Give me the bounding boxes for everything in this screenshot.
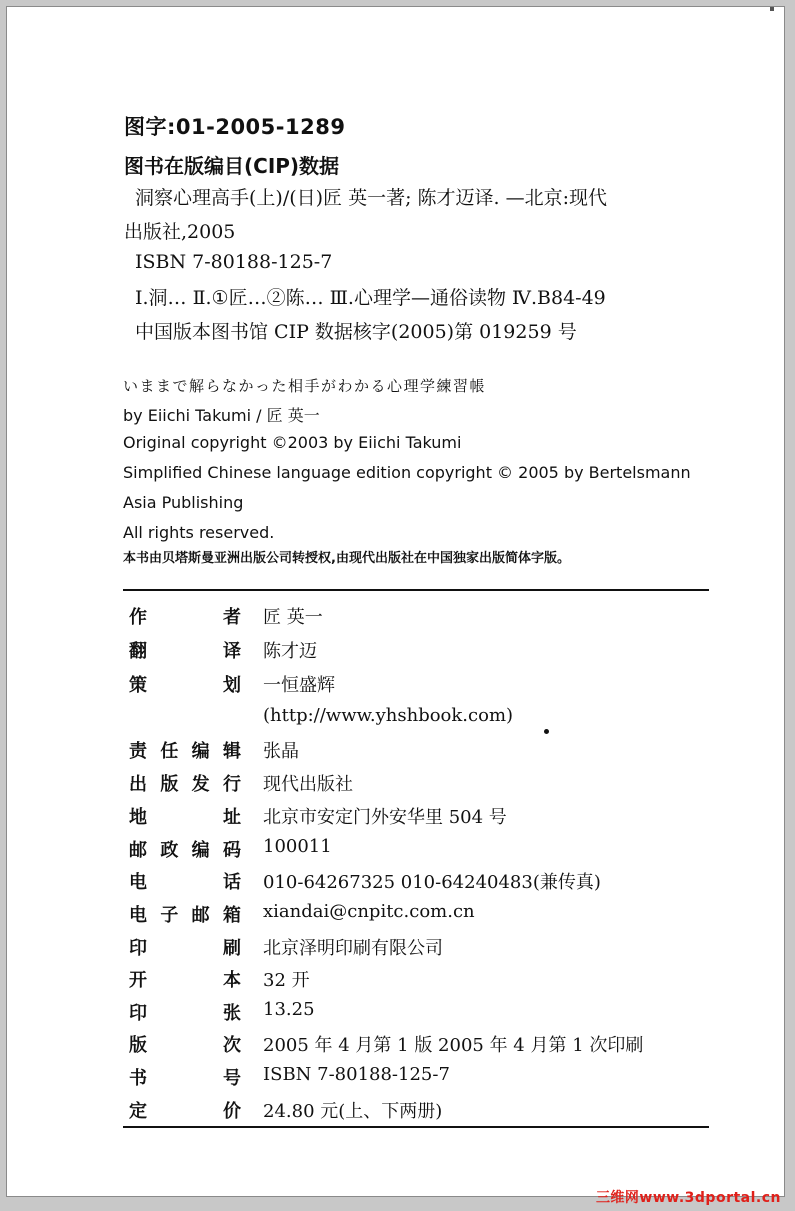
info-label: 出版发行	[129, 774, 241, 795]
info-label: 地址	[129, 807, 241, 828]
info-label: 开本	[129, 970, 241, 991]
stray-dot	[544, 729, 549, 734]
info-value: 北京市安定门外安华里 504 号	[263, 807, 507, 828]
info-value: 24.80 元(上、下两册)	[263, 1101, 443, 1122]
license-statement: 本书由贝塔斯曼亚洲出版公司转授权,由现代出版社在中国独家出版简体字版。	[123, 551, 570, 566]
cip-verification: 中国版本图书馆 CIP 数据核字(2005)第 019259 号	[135, 321, 577, 343]
info-value: 100011	[263, 836, 332, 857]
info-value: ISBN 7-80188-125-7	[263, 1064, 450, 1085]
info-value: 32 开	[263, 970, 310, 991]
info-label: 电话	[129, 872, 241, 893]
info-label: 作者	[129, 607, 241, 628]
info-row-phone	[123, 868, 723, 898]
info-row-sheets	[123, 999, 723, 1029]
cip-isbn: ISBN 7-80188-125-7	[135, 251, 333, 273]
info-value: 13.25	[263, 999, 315, 1020]
info-row-website	[123, 705, 723, 735]
info-row-price	[123, 1097, 723, 1127]
info-label: 印刷	[129, 938, 241, 959]
cip-line-2: 出版社,2005	[124, 221, 236, 243]
info-label: 策划	[129, 675, 241, 696]
japanese-title: いままで解らなかった相手がわかる心理学練習帳	[123, 377, 487, 395]
info-value: xiandai@cnpitc.com.cn	[263, 901, 475, 922]
info-label: 电子邮箱	[129, 905, 241, 926]
info-row-publisher	[123, 770, 723, 800]
info-value: 一恒盛辉	[263, 675, 335, 696]
info-row-isbn	[123, 1064, 723, 1094]
info-row-address	[123, 803, 723, 833]
original-copyright: Original copyright ©2003 by Eiichi Takumi	[123, 433, 462, 452]
top-rule	[123, 589, 709, 591]
cip-title: 图书在版编目(CIP)数据	[124, 154, 340, 178]
corner-mark	[770, 7, 774, 11]
info-label: 定价	[129, 1101, 241, 1122]
info-value: 匠 英一	[263, 607, 323, 628]
info-label: 责任编辑	[129, 741, 241, 762]
simplified-copyright-1: Simplified Chinese language edition copyright © 2005 by Bertelsmann	[123, 463, 691, 482]
info-row-planner	[123, 671, 723, 701]
cip-line-1: 洞察心理高手(上)/(日)匠 英一著; 陈才迈译. —北京:现代	[135, 187, 608, 209]
info-label: 邮政编码	[129, 840, 241, 861]
info-row-format	[123, 966, 723, 996]
info-row-postcode	[123, 836, 723, 866]
info-row-author	[123, 603, 723, 633]
info-label: 印张	[129, 1003, 241, 1024]
info-value: 陈才迈	[263, 641, 317, 662]
info-label: 书号	[129, 1068, 241, 1089]
cip-classification: Ⅰ.洞… Ⅱ.①匠…②陈… Ⅲ.心理学—通俗读物 Ⅳ.B84-49	[135, 287, 606, 309]
info-value: 张晶	[263, 741, 299, 762]
info-value: 北京泽明印刷有限公司	[263, 938, 443, 959]
info-row-edition	[123, 1031, 723, 1061]
info-value: 现代出版社	[263, 774, 353, 795]
info-label: 版次	[129, 1035, 241, 1056]
bottom-rule	[123, 1126, 709, 1128]
info-value: 010-64267325 010-64240483(兼传真)	[263, 872, 601, 893]
simplified-copyright-2: Asia Publishing	[123, 493, 244, 512]
rights-reserved: All rights reserved.	[123, 523, 275, 542]
author-line: by Eiichi Takumi / 匠 英一	[123, 406, 320, 425]
info-row-editor	[123, 737, 723, 767]
cip-code: 图字:01-2005-1289	[124, 115, 346, 139]
watermark: 三维网www.3dportal.cn	[595, 1190, 781, 1206]
document-page	[6, 6, 785, 1197]
info-value: 2005 年 4 月第 1 版 2005 年 4 月第 1 次印刷	[263, 1035, 644, 1056]
info-label: 翻译	[129, 641, 241, 662]
info-row-printer	[123, 934, 723, 964]
info-row-email	[123, 901, 723, 931]
info-value: (http://www.yhshbook.com)	[263, 705, 514, 726]
info-row-translator	[123, 637, 723, 667]
